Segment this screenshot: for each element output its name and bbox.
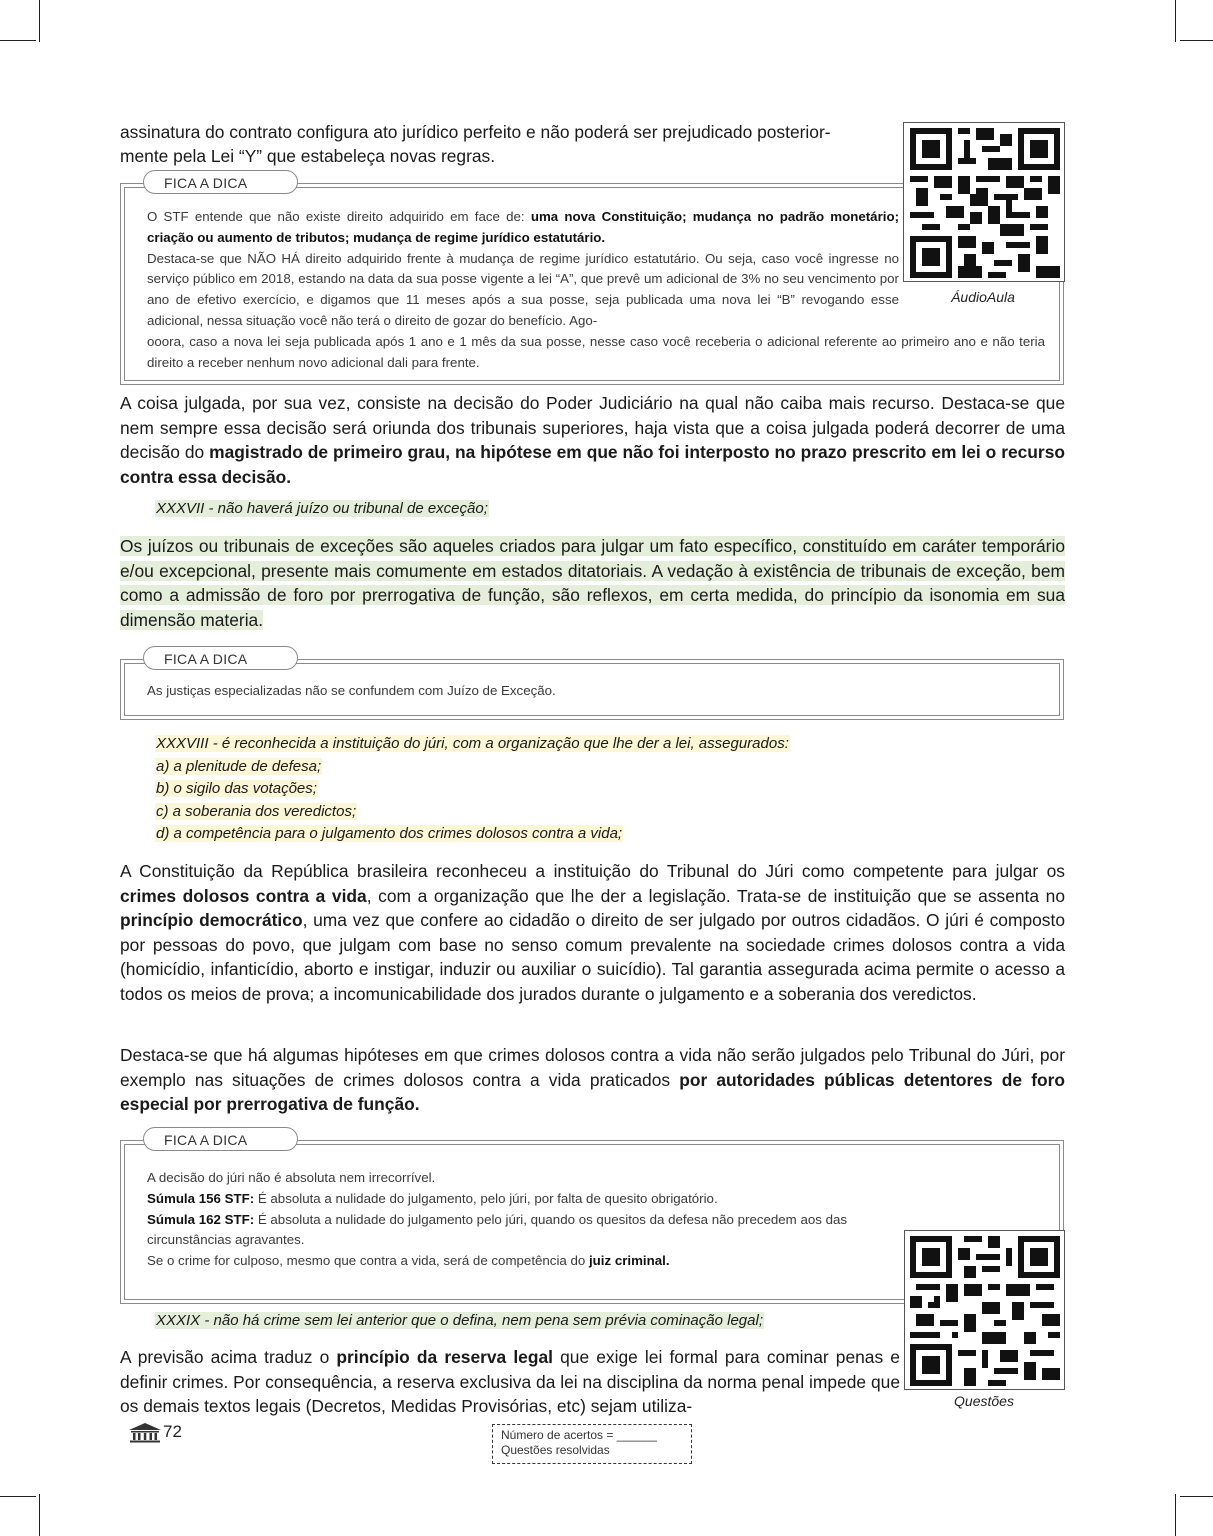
tip-text <box>147 207 899 332</box>
paragraph-text: A Constituição da República brasileira reconheceu a instituição do Tribunal do Júri como competente para julgar os <box>120 861 1065 881</box>
article-line <box>155 756 790 779</box>
qr-code-audioaula[interactable] <box>903 122 1065 282</box>
paragraph-text: que exige lei formal para cominar penas e definir crimes. Por consequência, a reserva exclusiva da lei na disciplina da norma penal impede que os demais textos legais (Decretos, Medidas Provisórias, etc) sejam utiliza- <box>120 1347 900 1417</box>
article-line <box>155 801 790 824</box>
tip-text-part: O STF entende que não existe direito adquirido em face de: <box>147 209 531 224</box>
paragraph-tribunal-juri <box>120 859 1065 1007</box>
paragraph-text: Os juízos ou tribunais de exceções são aqueles criados para julgar um fato específico, constituído em caráter temporário e/ou excepcional, presente mais comumente em estados ditatoriais. A vedação à existência de tribunais de exceção, bem como a admissão de foro por prerrogativa de função, são reflexos, em certa medida, do princípio da isonomia em sua dimensão materia. <box>120 536 1065 630</box>
paragraph-bold: princípio da reserva legal <box>336 1347 553 1367</box>
paragraph-reserva-legal <box>120 1345 900 1419</box>
paragraph-text: , com a organização que lhe der a legislação. Trata-se de instituição que se assenta no <box>366 885 1065 906</box>
tip-text-part: Se o crime for culposo, mesmo que contra a vida, será de competência do <box>147 1253 589 1269</box>
article-text: XXXVIII - é reconhecida a instituição do júri, com a organização que lhe der a lei, assegurados: <box>156 735 789 752</box>
paragraph-bold: princípio democrático <box>120 910 303 931</box>
score-acertos: Número de acertos = ______ <box>501 1428 657 1442</box>
tip-text-bold: uma nova Constituição; mudança no padrão monetário; criação ou aumento de tributos; mudança de regime jurídico estatutário. <box>147 209 899 245</box>
sumula-162-label: Súmula 162 STF: <box>147 1211 255 1227</box>
tip-text-bold: juiz criminal. <box>588 1253 670 1269</box>
qr-caption-audioaula: ÁudioAula <box>951 289 1015 305</box>
tip-text <box>147 1168 899 1272</box>
crop-mark <box>39 1494 40 1536</box>
crop-mark <box>39 0 40 42</box>
tip-text-line <box>147 1189 899 1210</box>
courthouse-icon <box>128 1422 162 1444</box>
article-text: d) a competência para o julgamento dos crimes dolosos contra a vida; <box>156 825 623 842</box>
paragraph-destaca-se <box>120 1043 1065 1117</box>
intro-line-2: mente pela Lei “Y” que estabeleça novas regras. <box>120 146 496 166</box>
article-line <box>155 778 790 801</box>
article-line <box>155 733 790 756</box>
article-xxxviii <box>155 733 790 846</box>
tip-text-line <box>147 1251 899 1272</box>
article-text: XXXIX - não há crime sem lei anterior que o defina, nem pena sem prévia cominação legal; <box>156 1312 763 1329</box>
article-text: XXXVII - não haverá juízo ou tribunal de exceção; <box>156 500 488 517</box>
paragraph-bold: crimes dolosos contra a vida <box>120 885 367 906</box>
crop-mark <box>1175 0 1176 42</box>
crop-mark <box>0 40 36 41</box>
page-number: 72 <box>163 1422 182 1441</box>
paragraph-text: Destaca-se que há algumas hipóteses em que crimes dolosos contra a vida não serão julgados pelo Tribunal do Júri, por exemplo nas situações de crimes dolosos contra a vida praticados <box>120 1045 1065 1090</box>
article-xxxix <box>155 1310 764 1333</box>
crop-mark <box>1180 40 1213 41</box>
paragraph-text: A coisa julgada, por sua vez, consiste na decisão do Poder Judiciário na qual não caiba mais recurso. Destaca-se que nem sempre essa decisão será oriunda dos tribunais superiores, haja vista que a coisa julgada poderá decorrer de uma decisão do <box>120 393 1065 463</box>
sumula-156-label: Súmula 156 STF: <box>147 1190 255 1206</box>
crop-mark <box>1175 1494 1176 1536</box>
paragraph-bold: magistrado de primeiro grau, na hipótese em que não foi interposto no prazo prescrito em lei o recurso contra essa decisão. <box>120 442 1065 487</box>
score-box <box>492 1424 692 1464</box>
article-xxxvii <box>155 498 489 521</box>
tip-label: FICA A DICA <box>143 170 298 194</box>
qr-caption-questoes: Questões <box>954 1393 1014 1409</box>
article-text: a) a plenitude de defesa; <box>156 757 322 775</box>
paragraph-text: A previsão acima traduz o <box>120 1347 337 1367</box>
tip-label: FICA A DICA <box>143 646 298 670</box>
tip-text-part: Destaca-se que NÃO HÁ direito adquirido frente à mudança de regime jurídico estatutário. Ou seja, caso você ingresse no serviço público em 2018, estando na data da sua posse vigente a lei “A”, que prevê um adicional de 3% no seu vencimento por ano de efetivo exercício, e digamos que 11 meses após a sua posse, seja publicada uma nova lei “B” revogando esse adicional, nessa situação você não terá o direito de gozar do benefício. Ago- <box>147 250 899 328</box>
paragraph-bold: por autoridades públicas detentores de foro especial por prerrogativa de função. <box>120 1069 1065 1115</box>
article-text: c) a soberania dos veredictos; <box>156 802 357 820</box>
tip-box-2 <box>120 651 1064 720</box>
score-resolvidas: Questões resolvidas <box>501 1443 610 1457</box>
tip-text-line <box>147 1210 899 1252</box>
tip-text: As justiças especializadas não se confundem com Juízo de Exceção. <box>147 683 556 698</box>
article-text: b) o sigilo das votações; <box>156 780 317 797</box>
tip-text-part: É absoluta a nulidade do julgamento pelo júri, quando os quesitos da defesa não precedem aos das circunstâncias agravantes. <box>147 1211 848 1248</box>
paragraph-juizos-excecao <box>120 534 1065 632</box>
qr-code-questoes[interactable] <box>904 1230 1065 1390</box>
article-line <box>155 823 790 846</box>
tip-label: FICA A DICA <box>143 1127 298 1151</box>
crop-mark <box>0 1496 36 1497</box>
tip-text-part: É absoluta a nulidade do julgamento, pelo júri, por falta de quesito obrigatório. <box>254 1190 718 1206</box>
crop-mark <box>1180 1496 1213 1497</box>
tip-text-line: A decisão do júri não é absoluta nem irrecorrível. <box>147 1170 436 1185</box>
qr-icon <box>910 1236 1060 1386</box>
paragraph-coisa-julgada <box>120 391 1065 489</box>
tip-text: ooora, caso a nova lei seja publicada após 1 ano e 1 mês da sua posse, nesse caso você receberia o adicional referente ao primeiro ano e não teria direito a receber nenhum novo adicional dali para frente. <box>147 334 1045 370</box>
paragraph-text: , uma vez que confere ao cidadão o direito de ser julgado por outros cidadãos. O júri é composto por pessoas do povo, que julgam com base no senso comum prevalente na sociedade crimes dolosos contra a vida (homicídio, infanticídio, aborto e instigar, induzir ou auxiliar o suicídio). Tal garantia assegurada acima permite o acesso a todos os meios de prova; a incomunicabilidade dos jurados durante o julgamento e a soberania dos veredictos. <box>120 910 1066 1004</box>
intro-line-1: assinatura do contrato configura ato jurídico perfeito e não poderá ser prejudicado posterior- <box>120 122 831 142</box>
qr-icon <box>910 128 1060 278</box>
